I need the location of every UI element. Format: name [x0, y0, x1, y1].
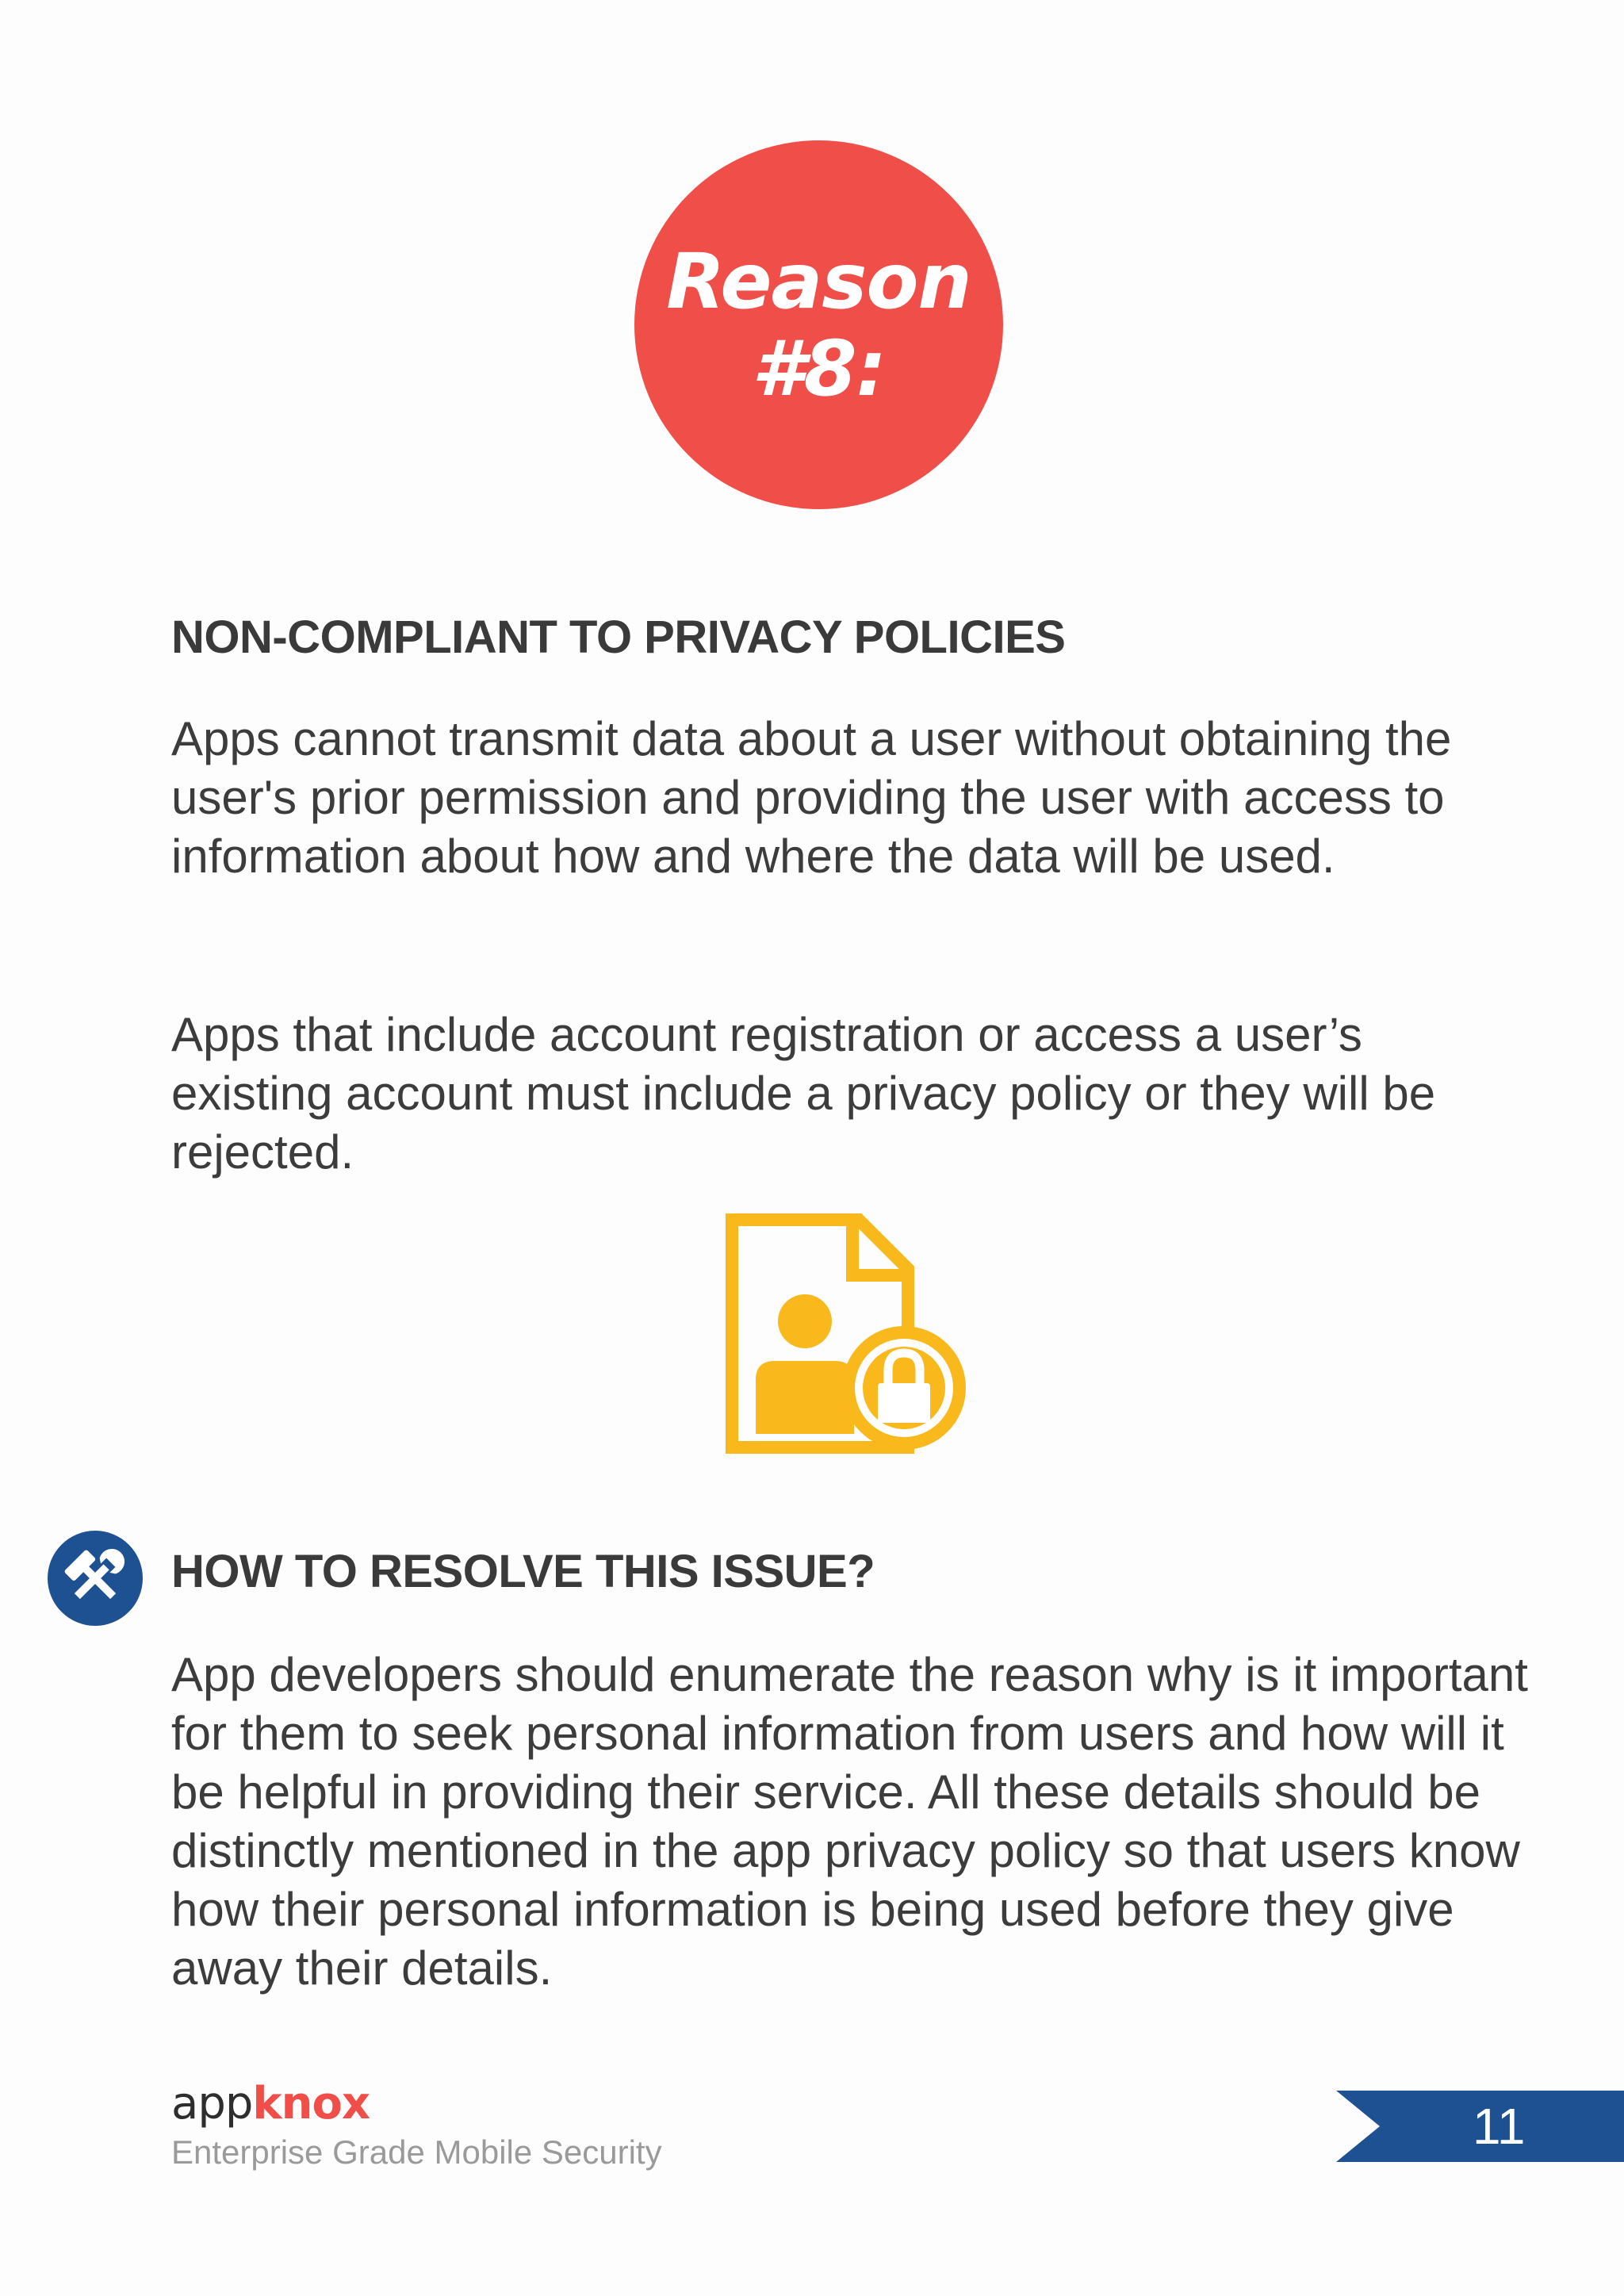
- page-number: 11: [1473, 2098, 1526, 2155]
- section-title-resolve: HOW TO RESOLVE THIS ISSUE?: [171, 1546, 875, 1597]
- paragraph-account-registration: Apps that include account registration or access a user’s existing account must include a privacy policy or they will be rejected.: [171, 1008, 1436, 1179]
- reason-label: Reason: [666, 236, 971, 326]
- paragraph-resolution: App developers should enumerate the reason why is it important for them to seek personal information from users and how will it be helpful in providing their service. All these details should be distinctly mentioned in the app privacy policy so that users know how their personal information is being used before they give away their details.: [171, 1648, 1528, 1995]
- page-number-tab: [1336, 2091, 1624, 2162]
- reason-number: #8:: [752, 324, 886, 413]
- appknox-logo: [171, 2076, 370, 2132]
- section-title-privacy: NON-COMPLIANT TO PRIVACY POLICIES: [171, 611, 1066, 663]
- tagline: Enterprise Grade Mobile Security: [171, 2133, 662, 2171]
- logo-text-app: app: [171, 2078, 253, 2129]
- document-user-lock-icon: [726, 1213, 967, 1455]
- paragraph-transmit-data: Apps cannot transmit data about a user without obtaining the user's prior permission and providing the user with access to information about how and where the data will be used.: [171, 712, 1452, 883]
- hammer-wrench-icon: [48, 1531, 143, 1626]
- reason-badge: [634, 140, 1003, 509]
- logo-text-knox: knox: [252, 2078, 370, 2129]
